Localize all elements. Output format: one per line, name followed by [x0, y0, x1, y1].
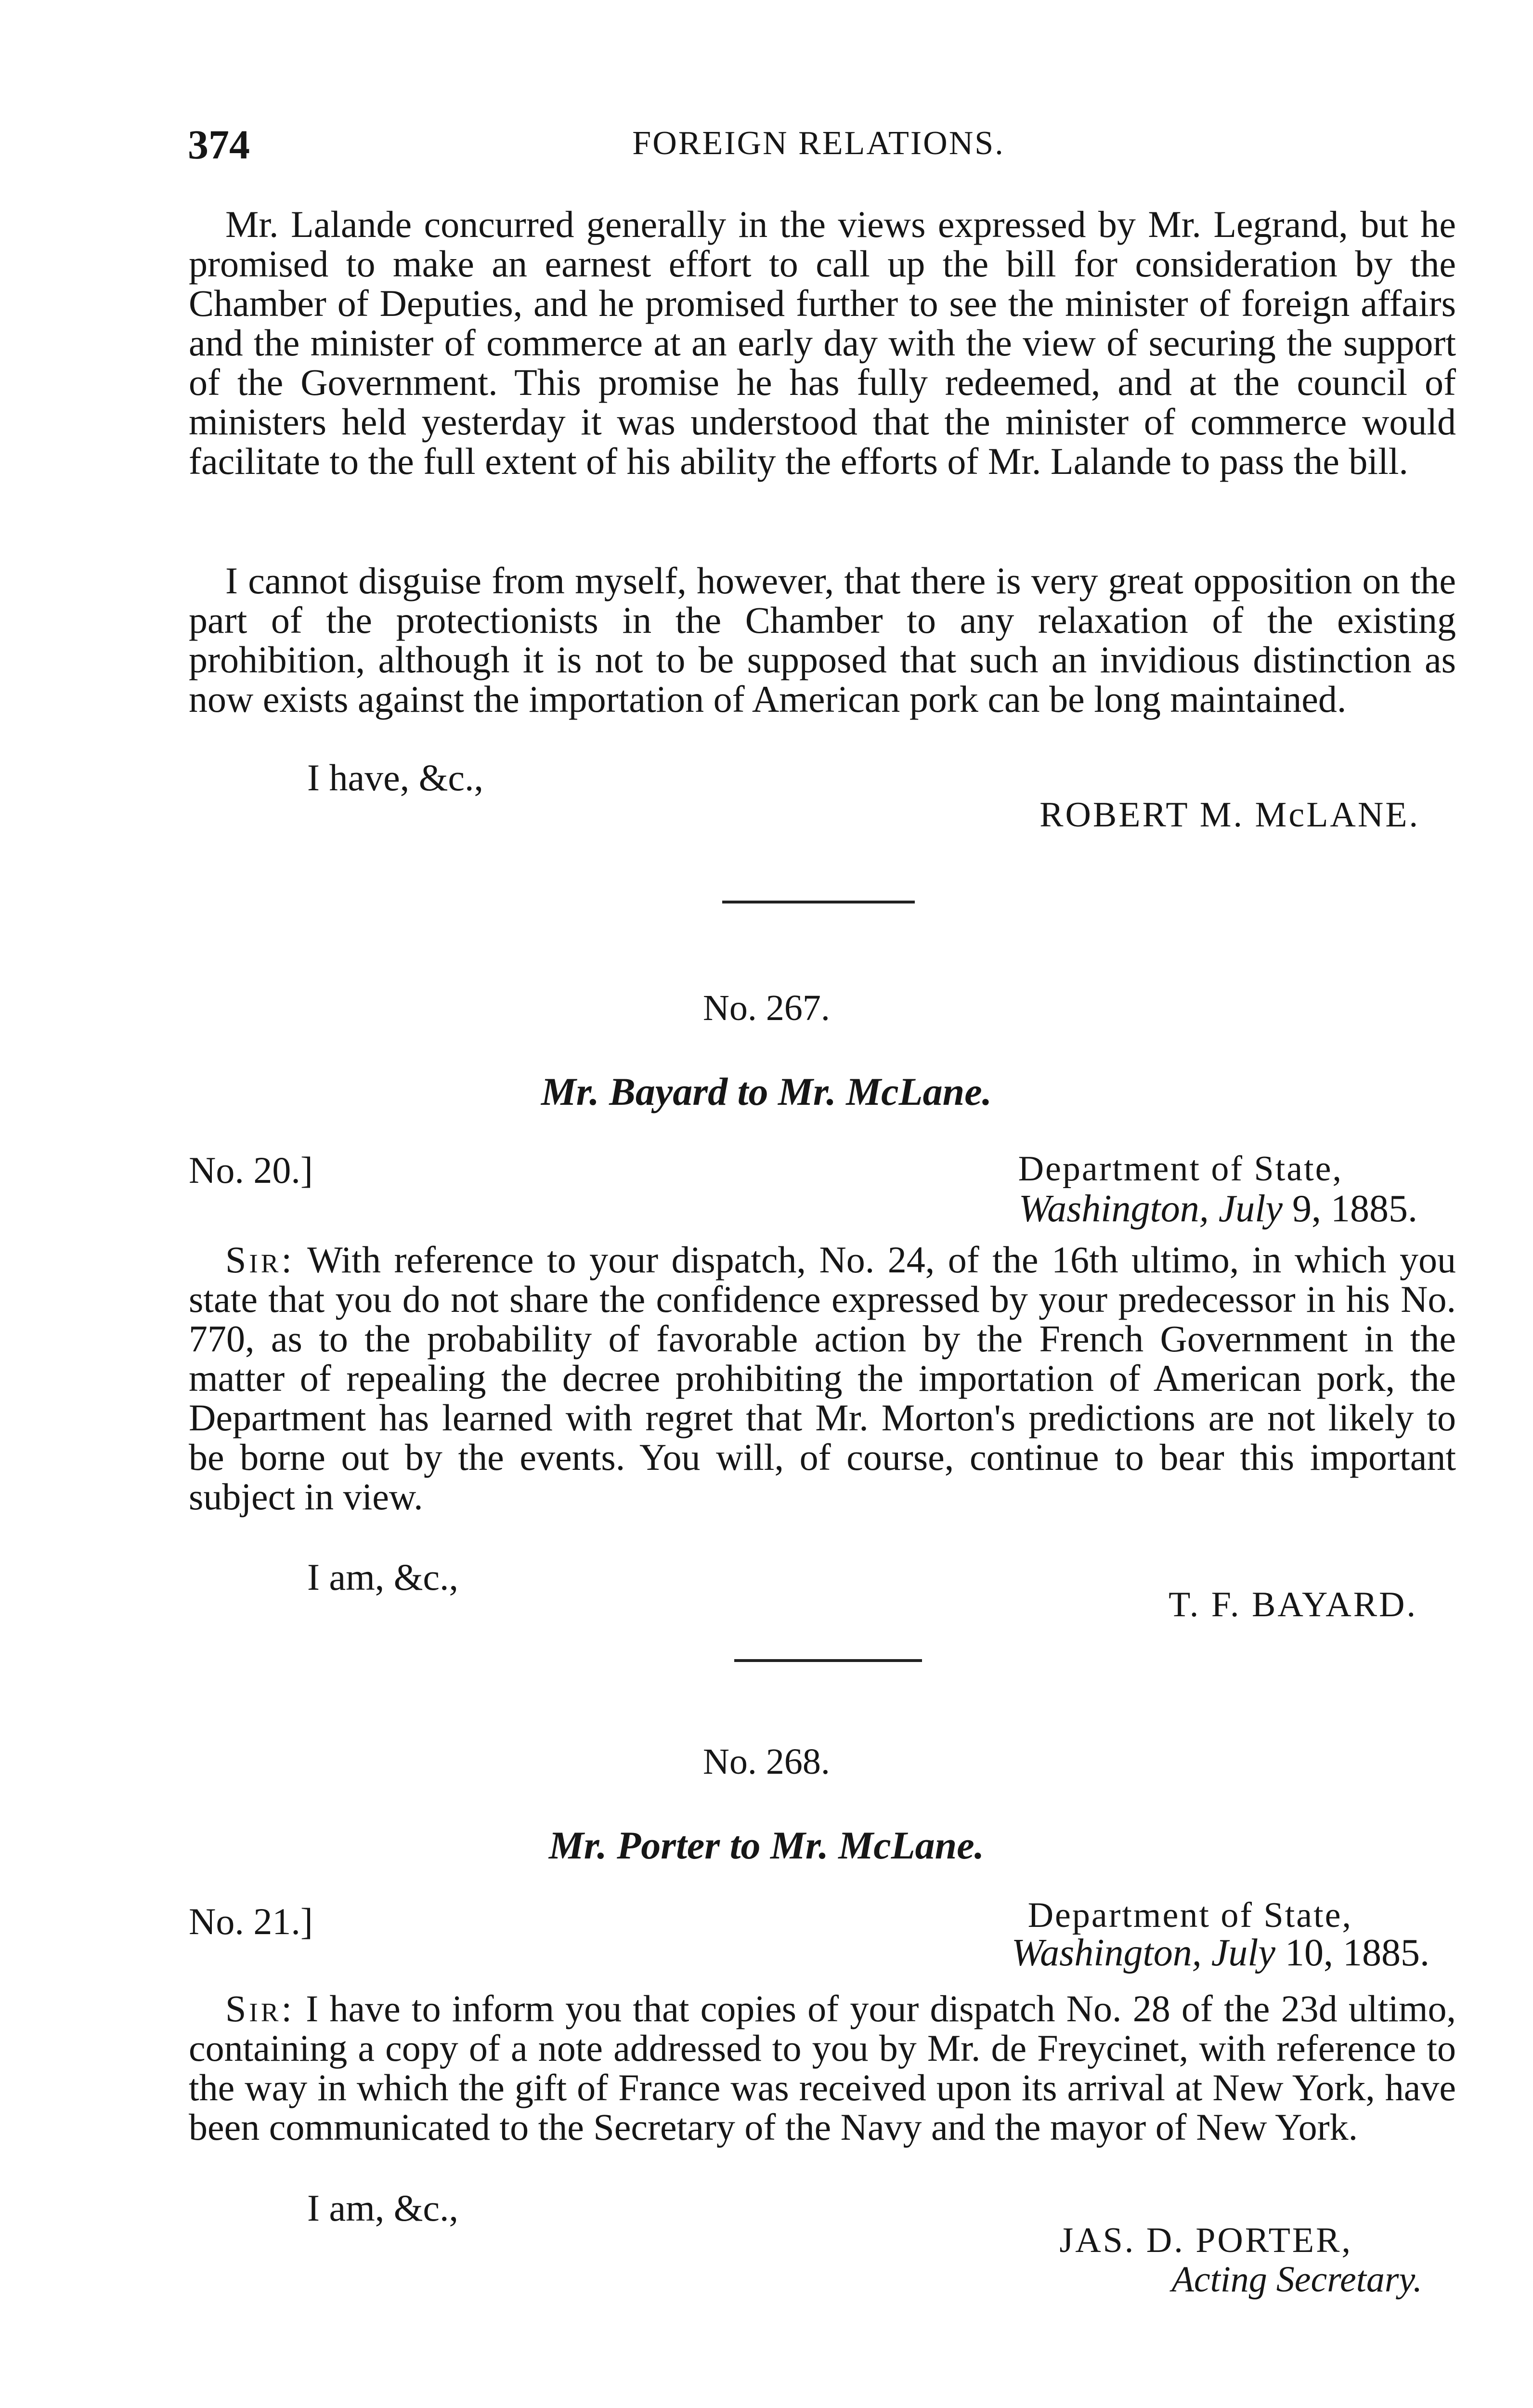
- letter3-closing: I am, &c.,: [307, 2187, 459, 2229]
- running-title: FOREIGN RELATIONS.: [632, 125, 1005, 162]
- letter3-reference-number: No. 21.]: [189, 1900, 313, 1942]
- page-number: 374: [188, 121, 250, 168]
- letter1-paragraph-2: I cannot disguise from myself, however, that there is very great opposition on the part of the protectionists in the Chamber to any relaxation of the existing prohibition, although it is not to be supposed that such an invidious distinction as now exists against the importation of American pork can be long maintained.: [189, 560, 1456, 720]
- letter3-heading: Mr. Porter to Mr. McLane.: [548, 1823, 985, 1867]
- letter3-signature: JAS. D. PORTER,: [1059, 2221, 1352, 2260]
- letter1-signature: ROBERT M. McLANE.: [1039, 795, 1420, 835]
- letter2-doc-number: No. 267.: [703, 988, 830, 1028]
- section-divider-1: [722, 901, 915, 903]
- letter2-signature: T. F. BAYARD.: [1169, 1585, 1417, 1624]
- letter3-department: Department of State,: [1027, 1896, 1352, 1935]
- letter2-department: Department of State,: [1018, 1149, 1343, 1189]
- letter2-body: Sir: With reference to your dispatch, No. 24, of the 16th ultimo, in which you state that you do not share the confidence expressed by your predecessor in his No. 770, as to the probability of favorable action by the French Government in the matter of repealing the decree prohibiting the importation of American pork, the Department has learned with regret that Mr. Morton's predictions are not likely to be borne out by the events. You will, of course, continue to bear this important subject in view.: [189, 1239, 1456, 1518]
- letter3-body: Sir: I have to inform you that copies of your dispatch No. 28 of the 23d ultimo, containing a copy of a note addressed to you by Mr. de Freycinet, with reference to the way in which the gift of France was received upon its arrival at New York, have been communicated to the Secretary of the Navy and the mayor of New York.: [189, 1988, 1456, 2148]
- letter1-closing: I have, &c.,: [307, 757, 484, 798]
- letter3-dateline: Washington, July 10, 1885.: [1011, 1932, 1429, 1974]
- letter2-dateline: Washington, July 9, 1885.: [1018, 1188, 1417, 1230]
- letter2-reference-number: No. 20.]: [189, 1149, 313, 1191]
- page-header: [188, 120, 1449, 173]
- letter2-closing: I am, &c.,: [307, 1556, 459, 1598]
- letter2-heading: Mr. Bayard to Mr. McLane.: [541, 1070, 992, 1113]
- section-divider-2: [734, 1659, 922, 1662]
- letter1-paragraph-1: Mr. Lalande concurred generally in the views expressed by Mr. Legrand, but he promised to make an earnest effort to call up the bill for consideration by the Chamber of Deputies, and he promised further to see the minister of foreign affairs and the minister of commerce at an early day with the view of securing the support of the Government. This promise he has fully redeemed, and at the council of ministers held yesterday it was understood that the minister of commerce would facilitate to the full extent of his ability the efforts of Mr. Lalande to pass the bill.: [189, 203, 1456, 482]
- letter3-signature-title: Acting Secretary.: [1171, 2259, 1422, 2300]
- letter3-doc-number: No. 268.: [703, 1741, 830, 1782]
